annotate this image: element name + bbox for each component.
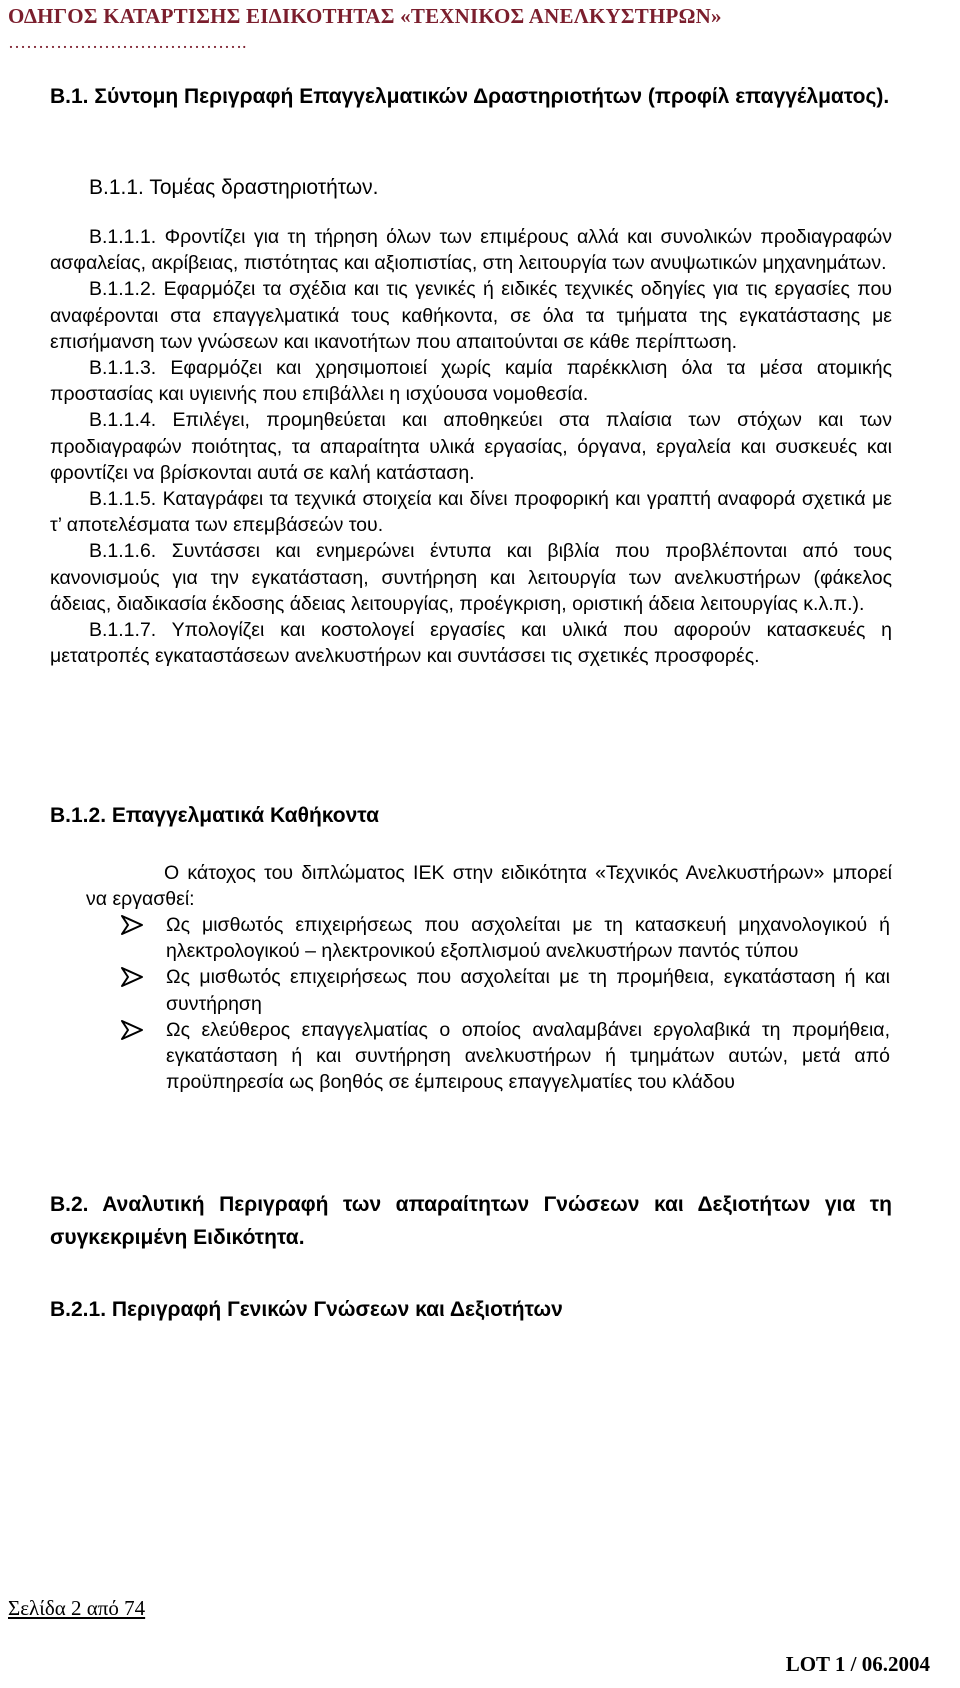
activity-text: Καταγράφει τα τεχνικά στοιχεία και δίνει προφορική και γραπτή αναφορά σχετικά με τ’ αποτελέσματα των επεμβάσεών του. — [50, 488, 893, 537]
activity-number: Β.1.1.4. — [89, 409, 157, 432]
bullet-item — [120, 912, 890, 964]
activity-text: Συντάσσει και ενημερώνει έντυπα και βιβλία που προβλέπονται από τους κανονισμούς για την εγκατάσταση, συντήρηση και λειτουργία των ανελκυστήρων (φάκελος άδειας, διαδικασία έκδοσης άδειας λειτουργίας, προέγκριση, οριστική άδεια λειτουργίας κ.λ.π.). — [50, 540, 892, 615]
section-b1-heading: Β.1. Σύντομη Περιγραφή Επαγγελματικών Δραστηριοτήτων (προφίλ επαγγέλματος). — [50, 85, 890, 108]
running-header-dots: …………………………………. — [8, 32, 247, 52]
employment-bullet-list — [120, 912, 890, 1095]
section-b2-heading: Β.2. Αναλυτική Περιγραφή των απαραίτητων Γνώσεων και Δεξιοτήτων για τη συγκεκριμένη Ειδικότητα. — [50, 1193, 892, 1249]
document-lot: LOT 1 / 06.2004 — [785, 1652, 930, 1676]
activity-text: Επιλέγει, προμηθεύεται και αποθηκεύει στα πλαίσια των στόχων και των προδιαγραφών ποιότητας, τα απαραίτητα υλικά εργασίας, όργανα, εργαλεία και συσκευές και φροντίζει να βρίσκονται αυτά σε καλή κατάσταση. — [50, 409, 893, 484]
activity-item — [50, 486, 892, 538]
activity-text: Φροντίζει για τη τήρηση όλων των επιμέρους αλλά και συνολικών προδιαγραφών ασφαλείας, ακρίβειας, πιστότητας και αξιοπιστίας, στη λειτουργία των ανυψωτικών μηχανημάτων. — [50, 226, 892, 275]
activity-text: Υπολογίζει και κοστολογεί εργασίες και υλικά που αφορούν κατασκευές η μετατροπές εγκαταστάσεων ανελκυστήρων και συντάσσει τις σχετικές προσφορές. — [50, 619, 892, 668]
running-header-title: ΟΔΗΓΟΣ ΚΑΤΑΡΤΙΣΗΣ ΕΙΔΙΚΟΤΗΤΑΣ «ΤΕΧΝΙΚΟΣ ΑΝΕΛΚΥΣΤΗΡΩΝ» — [8, 4, 722, 28]
arrow-bullet-icon — [120, 1019, 144, 1041]
activity-text: Εφαρμόζει και χρησιμοποιεί χωρίς καμία παρέκκλιση όλα τα μέσα ατομικής προστασίας και υγιεινής που επιβάλλει η ισχύουσα νομοθεσία. — [50, 357, 892, 406]
arrow-bullet-icon — [120, 914, 144, 936]
activity-item — [50, 355, 892, 407]
activity-number: Β.1.1.5. — [89, 488, 157, 511]
activity-number: Β.1.1.3. — [89, 357, 157, 380]
activity-item — [50, 407, 892, 486]
bullet-item — [120, 1017, 890, 1096]
arrow-bullet-icon — [120, 966, 144, 988]
activity-item — [50, 224, 892, 276]
section-b12-intro: Ο κάτοχος του διπλώματος ΙΕΚ στην ειδικότητα «Τεχνικός Ανελκυστήρων» μπορεί να εργασθεί: — [86, 862, 892, 911]
section-b12-heading: Β.1.2. Επαγγελματικά Καθήκοντα — [50, 804, 379, 827]
activity-number: Β.1.1.7. — [89, 619, 157, 642]
bullet-item — [120, 964, 890, 1016]
activity-number: Β.1.1.6. — [89, 540, 157, 563]
bullet-text: Ως ελεύθερος επαγγελματίας ο οποίος αναλαμβάνει εργολαβικά τη προμήθεια, εγκατάσταση ή και συντήρηση ανελκυστήρων ή τμημάτων αυτών, μετά από προϋπηρεσία ως βοηθός σε έμπειρους επαγγελματίες του κλάδου — [166, 1018, 890, 1094]
activity-text: Εφαρμόζει τα σχέδια και τις γενικές ή ειδικές τεχνικές οδηγίες για τις εργασίες που αναφέρονται στα επαγγελματικά τους καθήκοντα, σε όλα τα τμήματα της εγκατάστασης με επισήμανση των γνώσεων και ικανοτήτων που απαιτούνται σε κάθε περίπτωση. — [50, 278, 892, 353]
activity-item — [50, 617, 892, 669]
section-b11-heading: Β.1.1. Τομέας δραστηριοτήτων. — [89, 176, 379, 199]
section-b21-heading: Β.2.1. Περιγραφή Γενικών Γνώσεων και Δεξιοτήτων — [50, 1298, 563, 1321]
activity-item — [50, 276, 892, 355]
page-number: Σελίδα 2 από 74 — [8, 1596, 146, 1620]
activity-item — [50, 538, 892, 617]
activity-number: Β.1.1.2. — [89, 278, 157, 301]
bullet-text: Ως μισθωτός επιχειρήσεως που ασχολείται με τη προμήθεια, εγκατάσταση ή και συντήρηση — [166, 966, 890, 1015]
bullet-text: Ως μισθωτός επιχειρήσεως που ασχολείται με τη κατασκευή μηχανολογικού ή ηλεκτρολογικού – ηλεκτρονικού εξοπλισμού ανελκυστήρων παντός τύπου — [166, 914, 890, 963]
activity-number: Β.1.1.1. — [89, 226, 157, 248]
activities-list — [50, 224, 892, 669]
